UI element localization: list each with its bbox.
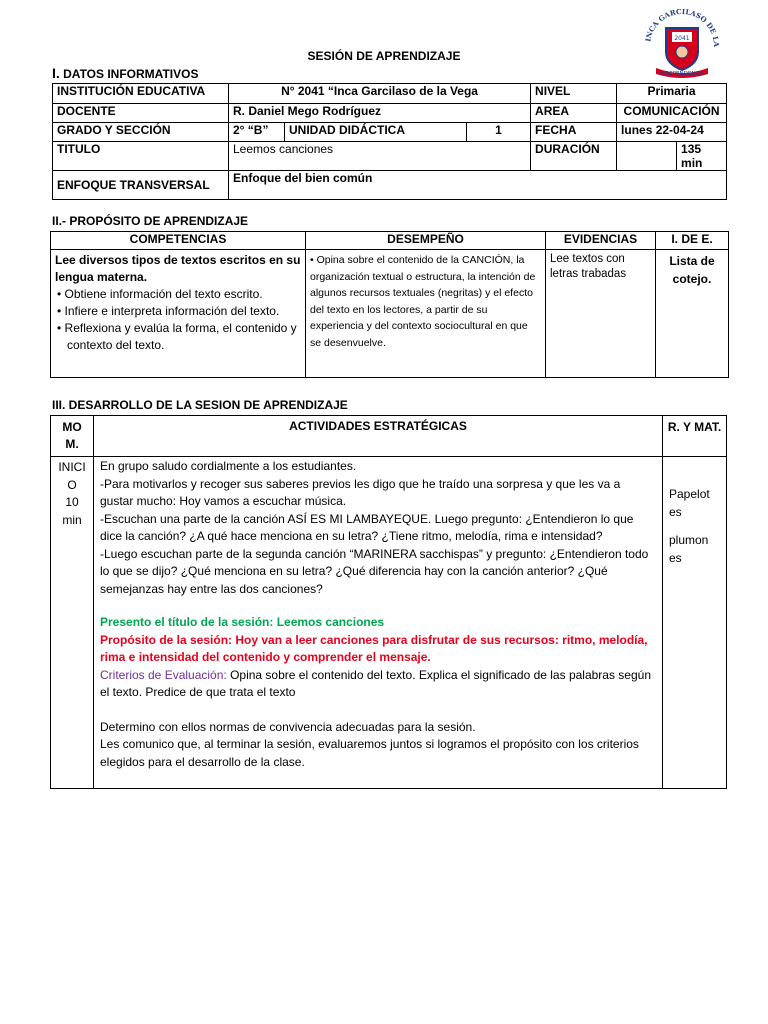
school-logo <box>636 8 728 78</box>
momento-line: INICI <box>58 460 86 474</box>
svg-text:2041: 2041 <box>674 35 690 42</box>
enfoque-value: Enfoque del bien común <box>229 171 727 200</box>
institucion-value: N° 2041 “Inca Garcilaso de la Vega <box>229 84 531 104</box>
material-line: es <box>669 505 682 519</box>
momento-line: 10 <box>65 495 79 509</box>
materiales-cell <box>663 457 727 789</box>
duracion-spacer <box>617 142 677 171</box>
capacidades-list <box>55 286 301 354</box>
institucion-label: INSTITUCIÓN EDUCATIVA <box>53 84 229 104</box>
header-actividades: ACTIVIDADES ESTRATÉGICAS <box>94 416 663 457</box>
criterios-text: Opina sobre el contenido del texto. Explica el significado de las palabras según el texto. Predice de que trata el texto <box>100 667 651 699</box>
momento-cell <box>51 457 94 789</box>
duracion-value: 135 min <box>677 142 727 171</box>
grado-label: GRADO Y SECCIÓN <box>53 123 229 142</box>
nivel-label: NIVEL <box>531 84 617 104</box>
unidad-label: UNIDAD DIDÁCTICA <box>285 123 467 142</box>
instrumento-cell: Lista de cotejo. <box>656 250 729 378</box>
header-instrumento: I. DE E. <box>656 232 729 250</box>
actividad-line: -Escuchan una parte de la canción ASÍ ES MI LAMBAYEQUE. Luego pregunto: ¿Entendieron lo que dice la canción? ¿A qué hace menciona en su letra? ¿Tiene ritmo, melodía, rima e intensidad? <box>100 511 634 543</box>
desarrollo-table <box>50 415 727 789</box>
proposito-sesion: Propósito de la sesión: Hoy van a leer canciones para disfrutar de sus recursos: ritmo, melodía, rima e intensidad del contenido y comprender el mensaje. <box>100 632 648 664</box>
criterios-label: Criterios de Evaluación: <box>100 667 227 682</box>
section3-title: III. DESARROLLO DE LA SESION DE APRENDIZAJE <box>52 398 348 412</box>
evidencias-cell: Lee textos con letras trabadas <box>546 250 656 378</box>
actividad-line: En grupo saludo cordialmente a los estudiantes. <box>100 459 357 473</box>
header-desempeno: DESEMPEÑO <box>306 232 546 250</box>
docente-label: DOCENTE <box>53 104 229 123</box>
titulo-value: Leemos canciones <box>229 142 531 171</box>
duracion-label: DURACIÓN <box>531 142 617 171</box>
capacidad-item: • Infiere e interpreta información del texto. <box>57 304 280 318</box>
criterios-line <box>100 667 656 702</box>
section1-heading <box>52 65 198 81</box>
section2-title: II.- PROPÓSITO DE APRENDIZAJE <box>52 214 249 228</box>
fecha-value: lunes 22-04-24 <box>617 123 727 142</box>
competencia-title: Lee diversos tipos de textos escritos en su lengua materna. <box>55 253 301 284</box>
momento-line: min <box>62 512 82 527</box>
section1-title: DATOS INFORMATIVOS <box>63 67 199 81</box>
svg-text:INCA GARCILASO DE LA VEGA: INCA GARCILASO DE LA <box>643 8 722 48</box>
actividades-cell <box>94 457 663 789</box>
section1-roman: I. <box>52 65 60 81</box>
area-label: AREA <box>531 104 617 123</box>
actividad-line: Determino con ellos normas de convivencia adecuadas para la sesión. <box>100 719 476 734</box>
actividad-line: Les comunico que, al terminar la sesión, evaluaremos juntos si logramos el propósito con los criterios elegidos para el desarrollo de la clase. <box>100 737 639 769</box>
capacidad-item: • Reflexiona y evalúa la forma, el contenido y contexto del texto. <box>57 321 297 352</box>
competencias-cell <box>51 250 306 378</box>
enfoque-label: ENFOQUE TRANSVERSAL <box>53 171 229 200</box>
unidad-value: 1 <box>467 123 531 142</box>
area-value: COMUNICACIÓN <box>617 104 727 123</box>
proposito-table <box>50 231 729 378</box>
desempeno-cell: • Opina sobre el contenido de la CANCIÓN, la organización textual o estructura, la intención de algunos recursos textuales (negritas) y el efecto del texto en los lectores, a partir de su experiencia y del contexto sociocultural en que se desenvuelve. <box>306 250 546 378</box>
datos-informativos-table <box>52 83 727 200</box>
svg-text:INDEPENDENCIA: INDEPENDENCIA <box>659 71 705 77</box>
header-momento: MO M. <box>51 416 94 457</box>
header-competencias: COMPETENCIAS <box>51 232 306 250</box>
document-title: SESIÓN DE APRENDIZAJE <box>307 49 461 63</box>
material-line: Papelot <box>669 487 710 501</box>
nivel-value: Primaria <box>617 84 727 104</box>
header-evidencias: EVIDENCIAS <box>546 232 656 250</box>
material-line: plumon <box>669 533 709 547</box>
material-line: es <box>669 551 682 565</box>
fecha-label: FECHA <box>531 123 617 142</box>
presento-titulo: Presento el título de la sesión: Leemos canciones <box>100 615 385 629</box>
docente-value: R. Daniel Mego Rodríguez <box>229 104 531 123</box>
grado-value: 2° “B” <box>229 123 285 142</box>
header-recursos: R. Y MAT. <box>663 416 727 457</box>
capacidad-item: • Obtiene información del texto escrito. <box>57 287 263 301</box>
actividad-line: -Luego escuchan parte de la segunda canción “MARINERA sacchispas” y pregunto: ¿Entendieron todo lo que se dijo? ¿Qué menciona en su letra? ¿Qué diferencia hay con la canción anterior? ¿Qué semejanzas hay entre las dos canciones? <box>100 546 649 596</box>
titulo-label: TITULO <box>53 142 229 171</box>
momento-line: O <box>67 477 77 492</box>
actividad-line: -Para motivarlos y recoger sus saberes previos les digo que he traído una sorpresa y que les va a gustar mucho: Hoy vamos a escuchar música. <box>100 476 621 508</box>
